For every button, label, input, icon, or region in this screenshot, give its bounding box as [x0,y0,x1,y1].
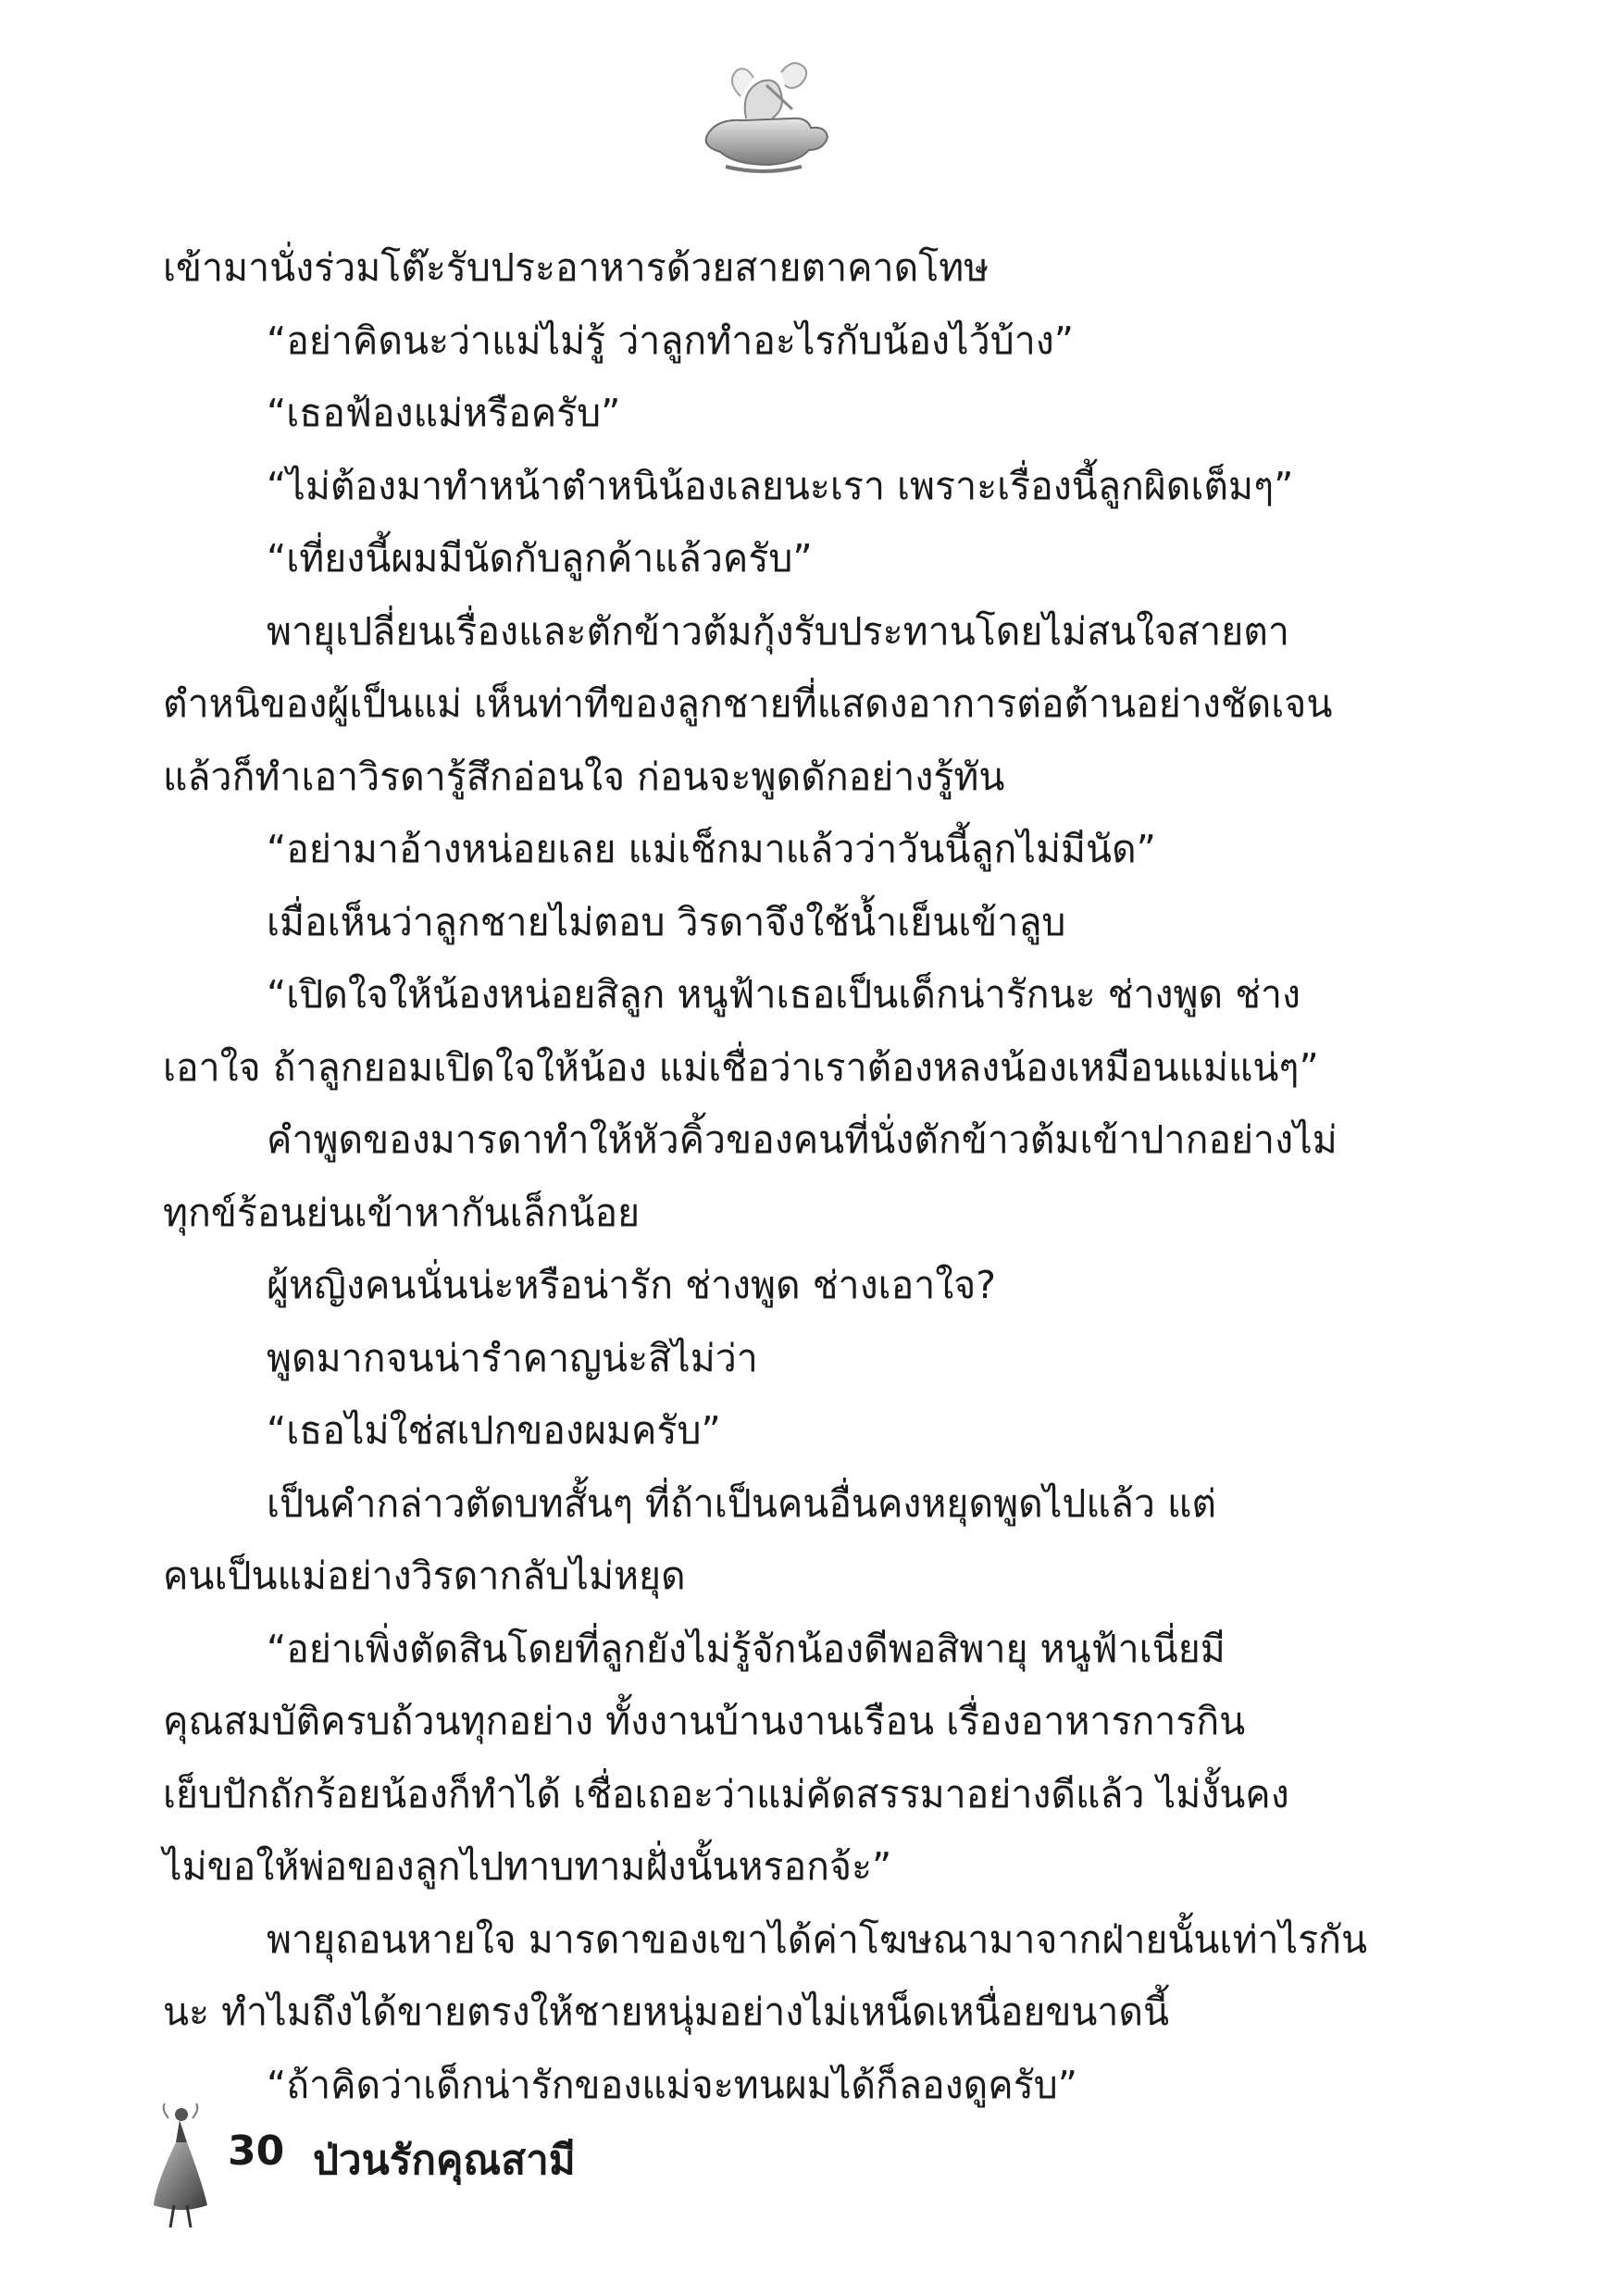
text-line: “เธอไม่ใช่สเปกของผมครับ” [267,1408,721,1453]
text-line: คำพูดของมารดาทำให้หัวคิ้วของคนที่นั่งตักข้าวต้มเข้าปากอย่างไม่ [267,1117,1338,1162]
text-line: “เธอฟ้องแม่หรือครับ” [267,391,621,435]
text-line: เป็นคำกล่าวตัดบทสั้นๆ ที่ถ้าเป็นคนอื่นคงหยุดพูดไปแล้ว แต่ [267,1480,1217,1526]
text-line: เอาใจ ถ้าลูกยอมเปิดใจให้น้อง แม่เชื่อว่าเราต้องหลงน้องเหมือนแม่แน่ๆ” [163,1044,1319,1090]
body-text [163,231,1367,2121]
text-line: คนเป็นแม่อย่างวิรดากลับไม่หยุด [163,1554,686,1598]
text-line: คุณสมบัติครบถ้วนทุกอย่าง ทั้งงานบ้านงานเรือน เรื่องอาหารการกิน [163,1699,1246,1743]
text-line: พายุเปลี่ยนเรื่องและตักข้าวต้มกุ้งรับประทานโดยไม่สนใจสายตา [267,608,1289,654]
text-line: ทุกข์ร้อนย่นเข้าหากันเล็กน้อย [163,1190,641,1235]
dancer-ornament-icon [148,2102,213,2231]
text-line: “อย่าคิดนะว่าแม่ไม่รู้ ว่าลูกทำอะไรกับน้องไว้บ้าง” [267,318,1075,363]
text-line: “เปิดใจให้น้องหน่อยสิลูก หนูฟ้าเธอเป็นเด็กน่ารักนะ ช่างพูด ช่าง [267,972,1301,1017]
text-line: “ไม่ต้องมาทำหน้าตำหนิน้องเลยนะเรา เพราะเรื่องนี้ลูกผิดเต็มๆ” [267,463,1294,508]
text-line: “อย่ามาอ้างหน่อยเลย แม่เช็กมาแล้วว่าวันนี้ลูกไม่มีนัด” [267,827,1156,871]
text-line: เมื่อเห็นว่าลูกชายไม่ตอบ วิรดาจึงใช้น้ำเย็นเข้าลูบ [267,899,1066,944]
text-line: “อย่าเพิ่งตัดสินโดยที่ลูกยังไม่รู้จักน้องดีพอสิพายุ หนูฟ้าเนี่ยมี [267,1626,1226,1671]
teapot-cupid-ornament-icon [689,54,837,183]
text-line: เข้ามานั่งร่วมโต๊ะรับประอาหารด้วยสายตาคาดโทษ [163,245,989,290]
book-title: ป่วนรักคุณสามี [313,2137,576,2184]
text-line: “ถ้าคิดว่าเด็กน่ารักของแม่จะทนผมได้ก็ลองดูครับ” [267,2062,1077,2107]
text-line: เย็บปักถักร้อยน้องก็ทำได้ เชื่อเถอะว่าแม่คัดสรรมาอย่างดีแล้ว ไม่งั้นคง [163,1771,1289,1816]
text-line: ไม่ขอให้พ่อของลูกไปทาบทามฝั่งนั้นหรอกจ้ะ” [163,1844,892,1889]
text-line: นะ ทำไมถึงได้ขายตรงให้ชายหนุ่มอย่างไม่เหน็ดเหนื่อยขนาดนี้ [163,1990,1170,2034]
text-line: “เที่ยงนี้ผมมีนัดกับลูกค้าแล้วครับ” [267,536,813,580]
page-number: 30 [228,2128,285,2175]
text-line: ตำหนิของผู้เป็นแม่ เห็นท่าทีของลูกชายที่แสดงอาการต่อต้านอย่างชัดเจน [163,681,1333,726]
text-line: แล้วก็ทำเอาวิรดารู้สึกอ่อนใจ ก่อนจะพูดดักอย่างรู้ทัน [163,754,1005,799]
text-line: พายุถอนหายใจ มารดาของเขาได้ค่าโฆษณามาจากฝ่ายนั้นเท่าไรกัน [267,1916,1367,1962]
page-footer [148,2102,981,2231]
text-line: ผู้หญิงคนนั่นน่ะหรือน่ารัก ช่างพูด ช่างเอาใจ? [267,1263,997,1307]
text-line: พูดมากจนน่ารำคาญน่ะสิไม่ว่า [267,1335,758,1380]
